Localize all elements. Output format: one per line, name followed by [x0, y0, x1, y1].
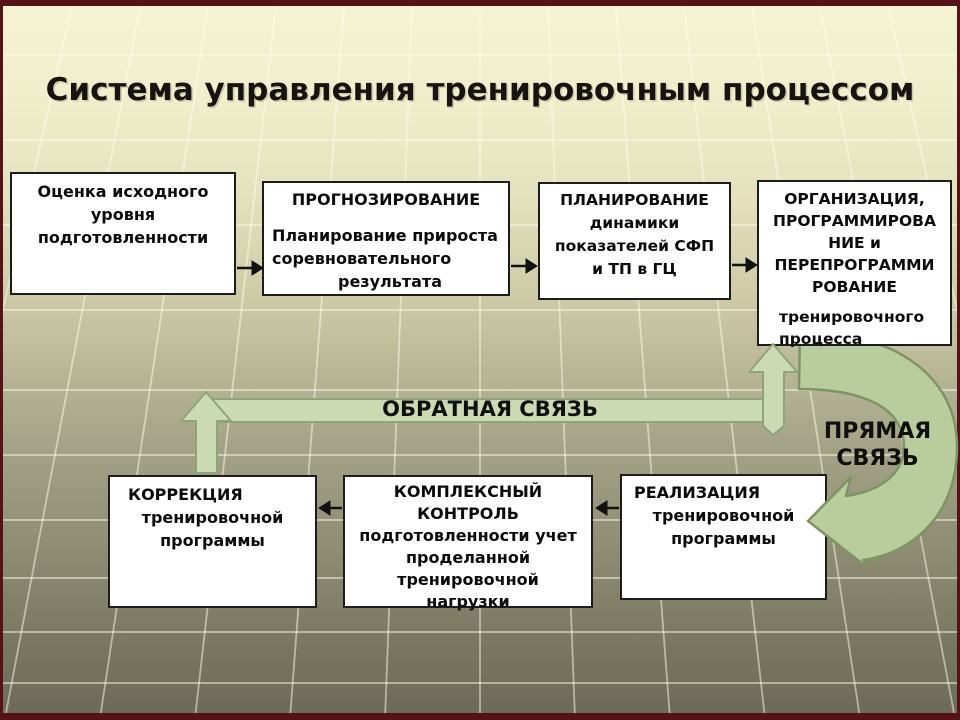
flow-arrow-3-head [746, 258, 757, 272]
box-text-line: КОНТРОЛЬ [417, 504, 519, 523]
box-title-line: ПРОГНОЗИРОВАНИЕ [291, 190, 481, 209]
slide-title: Система управления тренировочным процессом [45, 72, 915, 108]
box-text-line: Оценка исходного [37, 182, 209, 201]
box-text-line: программы [160, 531, 265, 550]
box-title-line: ПРОГРАММИРОВА [773, 212, 936, 230]
flow-arrow-5-head [596, 501, 607, 515]
box-text-line: тренировочной [397, 570, 539, 589]
box-text-line: Планирование прироста [272, 226, 498, 245]
box-text-line: уровня [90, 205, 156, 224]
box-text-line: тренировочной [652, 506, 795, 525]
box-title-line: РОВАНИЕ [812, 278, 897, 296]
box-text-line: соревновательного [272, 249, 452, 268]
box-text-line: КОМПЛЕКСНЫЙ [393, 482, 543, 501]
box-title-line: ПЕРЕПРОГРАММИ [774, 256, 935, 274]
flow-arrow-2-head [526, 259, 537, 273]
box-text-line: и ТП в ГЦ [592, 260, 677, 278]
box-text-line: программы [671, 529, 776, 548]
box-text-line: процесса [779, 330, 863, 348]
box-title-line: НИЕ и [828, 234, 881, 252]
box-text-line: подготовленности [37, 228, 209, 247]
feedback-label: ОБРАТНАЯ СВЯЗЬ [382, 397, 598, 421]
box-title-line: ОРГАНИЗАЦИЯ, [784, 190, 925, 208]
box-text-line: ПЛАНИРОВАНИЕ [560, 191, 709, 209]
direct-link-label-line: СВЯЗЬ [836, 446, 919, 471]
box-text-line: нагрузки [426, 592, 510, 611]
direct-link-label [800, 418, 955, 472]
flow-arrow-1-head [252, 261, 263, 275]
box-text-line: КОРРЕКЦИЯ [128, 485, 243, 504]
box-text-line: результата [337, 272, 442, 291]
box-text-line: проделанной [405, 548, 531, 567]
box-text-line: тренировочного [779, 308, 925, 326]
direct-link-label-line: ПРЯМАЯ [823, 419, 932, 444]
box-text-line: тренировочной [141, 508, 284, 527]
box-text-line: РЕАЛИЗАЦИЯ [634, 483, 761, 502]
box-text-line: подготовленности учет [359, 526, 577, 545]
box-text-line: динамики [589, 214, 680, 232]
box-text-line: показателей СФП [554, 237, 715, 255]
flow-arrow-4-head [319, 501, 330, 515]
